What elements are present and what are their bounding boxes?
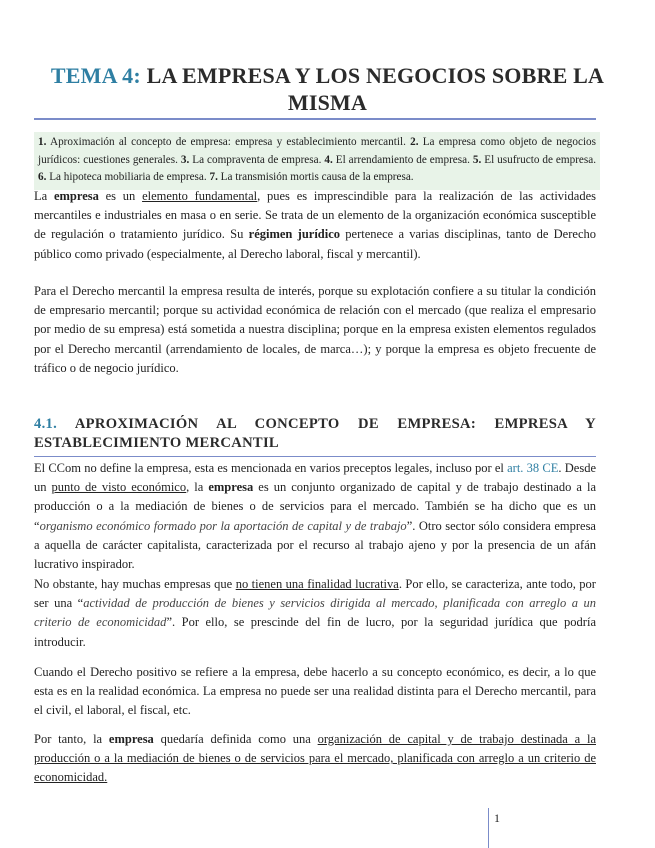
- text-run: pertenece a varias disciplinas, tanto de Derecho público como privado (especialmente, al Derecho laboral, fiscal y mercantil).: [34, 227, 596, 261]
- section-title: APROXIMACIÓN AL CONCEPTO DE EMPRESA: EMPRESA Y ESTABLECIMIENTO MERCANTIL: [34, 416, 596, 451]
- bold-term: empresa: [108, 732, 154, 746]
- section-paragraph-1: [34, 459, 596, 574]
- title-number: TEMA 4:: [50, 63, 141, 88]
- summary-item-number: 5.: [472, 153, 482, 166]
- text-run: quedaría definida como una: [153, 732, 318, 746]
- text-run: No obstante, hay muchas empresas que: [34, 577, 236, 591]
- underlined-phrase: punto de visto económico: [51, 480, 187, 495]
- text-run: es un: [98, 189, 143, 203]
- title-divider: [34, 118, 596, 120]
- page-number: 1: [494, 811, 500, 825]
- summary-item-number: 6.: [38, 171, 47, 184]
- text-run: ”. Por ello, se prescinde del fin de lucro, por la seguridad jurídica que podría introducir.: [34, 615, 596, 649]
- section-paragraph-4: [34, 730, 596, 788]
- underlined-definition: organización de capital y de trabajo destinada a la producción o a la mediación de bienes o de servicios para el mercado, planificada con arreglo a un criterio de economicidad.: [34, 732, 596, 785]
- text-run: . Desde un: [34, 461, 596, 495]
- intro-paragraph-2: Para el Derecho mercantil la empresa resulta de interés, porque su explotación confiere a su titular la condición de empresario mercantil; porque su actividad económica de relación con el mercado (que realiza el empresario por medio de su empresa) está sometida a nuestra disciplina; porque en la empresa existen elementos regulados por el Derecho mercantil (arrendamiento de locales, de marca…); y porque la empresa es objeto frecuente de tráfico o de negocio jurídico.: [34, 284, 596, 375]
- section-paragraph-3: Cuando el Derecho positivo se refiere a la empresa, debe hacerlo a su concepto económico, es decir, a lo que esta es en la realidad económica. La empresa no puede ser una realidad distinta para el Derecho mercantil, para el civil, el laboral, el fiscal, etc.: [34, 665, 596, 718]
- text-run: es un conjunto organizado de capital y de trabajo destinado a la producción o a la mediación de bienes o de servicios para el mercado. También se ha dicho que es un “: [34, 480, 597, 533]
- summary-item-number: 3.: [180, 153, 190, 166]
- text-run: Por tanto, la: [34, 732, 109, 746]
- summary-item-text: La hipoteca mobiliaria de empresa.: [49, 171, 207, 184]
- text-run: . Por ello, se caracteriza, ante todo, por ser una “: [34, 577, 596, 611]
- text-run: , la: [186, 480, 209, 495]
- section-divider: [34, 456, 596, 457]
- underlined-phrase: elemento fundamental: [142, 189, 258, 203]
- title-text: LA EMPRESA Y LOS NEGOCIOS SOBRE LA MISMA: [146, 63, 605, 115]
- summary-item-number: 2.: [410, 136, 419, 148]
- summary-item-text: Aproximación al concepto de empresa: empresa y establecimiento mercantil.: [50, 136, 406, 148]
- bold-term: empresa: [208, 480, 254, 495]
- text-run: El CCom no define la empresa, esta es mencionada en varios preceptos legales, incluso por el: [34, 461, 508, 475]
- summary-item-text: La compraventa de empresa.: [192, 153, 322, 166]
- topic-summary-box: [34, 132, 600, 190]
- section-paragraph-2: [34, 575, 596, 652]
- summary-item-number: 7.: [209, 171, 218, 184]
- legal-reference-link[interactable]: art. 38 CE: [507, 461, 559, 475]
- summary-item-text: La empresa como objeto de negocios jurídicos: cuestiones generales.: [38, 136, 597, 166]
- section-heading: [34, 415, 596, 453]
- text-run: , pues es imprescindible para la realización de las actividades mercantiles e industriales en masa o en serie. Se trata de un elemento de la organización económica susceptible de regulación o tratamiento jurídico. Su: [34, 189, 596, 242]
- bold-term: régimen jurídico: [248, 227, 341, 242]
- summary-item-text: El usufructo de empresa.: [484, 153, 597, 166]
- section-number: 4.1.: [34, 416, 58, 432]
- bold-term: empresa: [53, 189, 99, 203]
- underlined-phrase: no tienen una finalidad lucrativa: [235, 577, 399, 591]
- footer-divider: [488, 808, 489, 848]
- summary-item-text: La transmisión mortis causa de la empresa.: [220, 171, 414, 184]
- summary-item-text: El arrendamiento de empresa.: [335, 153, 470, 166]
- intro-paragraph-1: [34, 187, 596, 264]
- text-run: ”. Otro sector sólo considera empresa a aquella de carácter capitalista, caracterizada por el recurso al trabajo ajeno y por la presencia de un afán lucrativo inspirador.: [34, 518, 596, 572]
- summary-item-number: 1.: [38, 136, 47, 148]
- summary-item-number: 4.: [324, 153, 333, 166]
- page-title: [34, 62, 621, 116]
- text-run: La: [34, 189, 54, 203]
- quoted-definition: organismo económico formado por la aportación de capital y de trabajo: [39, 518, 407, 533]
- quoted-definition: actividad de producción de bienes y servicios dirigida al mercado, planificada con arreglo a un criterio de economicidad: [34, 596, 597, 630]
